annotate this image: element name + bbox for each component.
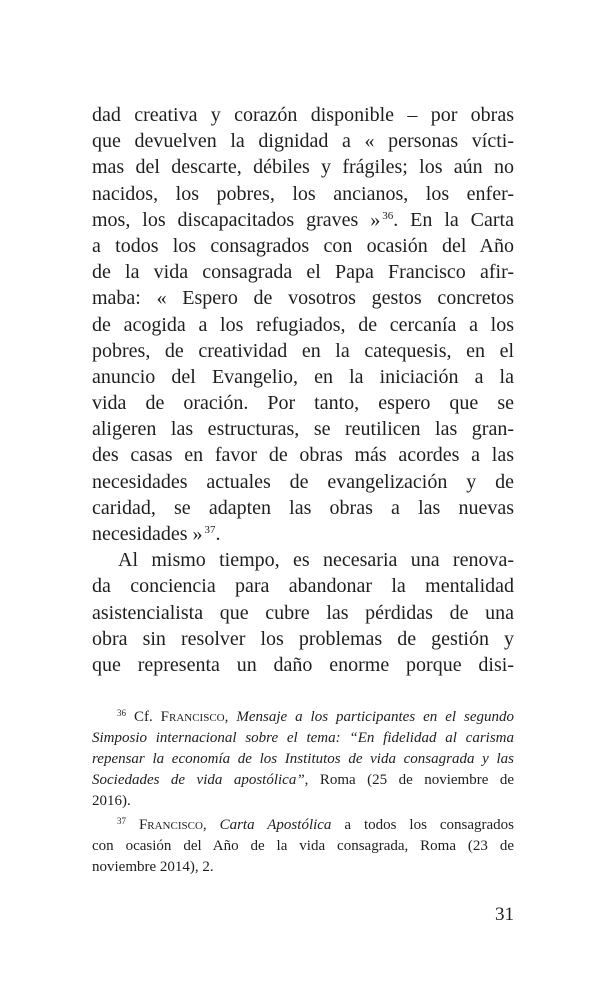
text-segment: necesidades » bbox=[92, 523, 203, 545]
text-line bbox=[92, 207, 514, 233]
text-segment: de la vida consagrada el Papa Francisco afir- bbox=[92, 261, 514, 284]
text-line bbox=[92, 469, 514, 495]
text-line bbox=[92, 285, 514, 311]
text-line bbox=[92, 707, 514, 728]
text-line bbox=[92, 749, 514, 770]
text-segment: nacidos, los pobres, los ancianos, los enfer- bbox=[92, 182, 514, 205]
text-segment: que representa un daño enorme porque disi- bbox=[92, 653, 514, 676]
footnote-37 bbox=[92, 815, 514, 878]
paragraph-continued bbox=[92, 102, 514, 547]
text-segment: a todos los consagrados bbox=[331, 817, 514, 833]
text-segment: aligeren las estructuras, se reutilicen las gran- bbox=[92, 418, 514, 441]
footnote-reference: 37 bbox=[117, 816, 126, 826]
text-line bbox=[92, 312, 514, 338]
text-line bbox=[92, 770, 514, 791]
page-number: 31 bbox=[495, 904, 514, 925]
text-line bbox=[92, 815, 514, 836]
footnote-reference: 37 bbox=[204, 524, 216, 536]
footnote-reference: 36 bbox=[382, 209, 394, 222]
text-line bbox=[92, 495, 514, 521]
text-segment bbox=[126, 817, 139, 833]
text-line bbox=[92, 233, 514, 259]
text-line bbox=[92, 181, 514, 207]
text-segment: obra sin resolver los problemas de gestión y bbox=[92, 627, 514, 650]
text-segment: caridad, se adapten las obras a las nuevas bbox=[92, 496, 514, 519]
text-segment: Al mismo tiempo, es necesaria una renova- bbox=[118, 549, 514, 572]
text-segment: asistencialista que cubre las pérdidas de una bbox=[92, 601, 514, 624]
text-segment: da conciencia para abandonar la mentalidad bbox=[92, 575, 514, 598]
text-segment: mos, los discapacitados graves » bbox=[92, 208, 381, 231]
text-segment: 2016). bbox=[92, 793, 131, 809]
italic-text: Simposio internacional sobre el tema: “En fidelidad al carisma bbox=[92, 730, 514, 746]
italic-text: Mensaje a los participantes en el segundo bbox=[236, 709, 514, 725]
text-line bbox=[92, 626, 514, 652]
text-line bbox=[92, 652, 514, 678]
text-segment: anuncio del Evangelio, en la iniciación a la bbox=[92, 365, 514, 388]
text-line bbox=[92, 521, 514, 547]
text-segment: dad creativa y corazón disponible – por obras bbox=[92, 104, 514, 126]
italic-text: Sociedades de vida apostólica” bbox=[92, 772, 305, 788]
text-line bbox=[92, 259, 514, 285]
text-segment: , bbox=[202, 817, 220, 833]
text-line bbox=[92, 573, 514, 599]
text-line bbox=[92, 836, 514, 857]
text-segment: noviembre 2014), 2. bbox=[92, 859, 214, 875]
text-line bbox=[92, 416, 514, 442]
text-segment: , bbox=[224, 709, 237, 725]
footnotes bbox=[92, 707, 514, 878]
footnote-reference: 36 bbox=[117, 708, 126, 718]
text-segment: . bbox=[215, 523, 221, 545]
body-text bbox=[92, 102, 514, 678]
footnote-36 bbox=[92, 707, 514, 812]
text-line bbox=[92, 600, 514, 626]
text-segment: , Roma (25 de noviembre de bbox=[304, 772, 514, 788]
text-segment: vida de oración. Por tanto, espero que se bbox=[92, 392, 514, 415]
text-line bbox=[92, 390, 514, 416]
text-segment: de acogida a los refugiados, de cercanía a los bbox=[92, 313, 514, 336]
text-line bbox=[92, 102, 514, 128]
italic-text: Carta Apostólica bbox=[219, 817, 332, 833]
small-caps-text: Francisco bbox=[160, 709, 225, 725]
text-segment: a todos los consagrados con ocasión del Año bbox=[92, 234, 514, 257]
text-segment: con ocasión del Año de la vida consagrada, Roma (23 de bbox=[92, 838, 514, 854]
text-line bbox=[92, 154, 514, 180]
text-line bbox=[92, 338, 514, 364]
italic-text: repensar la economía de los Institutos de vida consagrada y las bbox=[92, 751, 514, 767]
text-line bbox=[92, 791, 514, 812]
text-line bbox=[92, 547, 514, 573]
text-line bbox=[92, 728, 514, 749]
text-line bbox=[92, 364, 514, 390]
text-line bbox=[92, 442, 514, 468]
text-segment: que devuelven la dignidad a « personas vícti- bbox=[92, 130, 514, 153]
text-segment: pobres, de creatividad en la catequesis, en el bbox=[92, 339, 514, 362]
text-segment: Cf. bbox=[126, 709, 161, 725]
text-line bbox=[92, 857, 514, 878]
small-caps-text: Francisco bbox=[138, 817, 203, 833]
text-segment: necesidades actuales de evangelización y de bbox=[92, 470, 514, 493]
text-segment: mas del descarte, débiles y frágiles; los aún no bbox=[92, 156, 514, 179]
text-line bbox=[92, 128, 514, 154]
text-segment: des casas en favor de obras más acordes a las bbox=[92, 444, 514, 467]
text-segment: maba: « Espero de vosotros gestos concretos bbox=[92, 287, 514, 310]
paragraph-new bbox=[92, 547, 514, 678]
text-segment: . En la Carta bbox=[393, 208, 514, 231]
